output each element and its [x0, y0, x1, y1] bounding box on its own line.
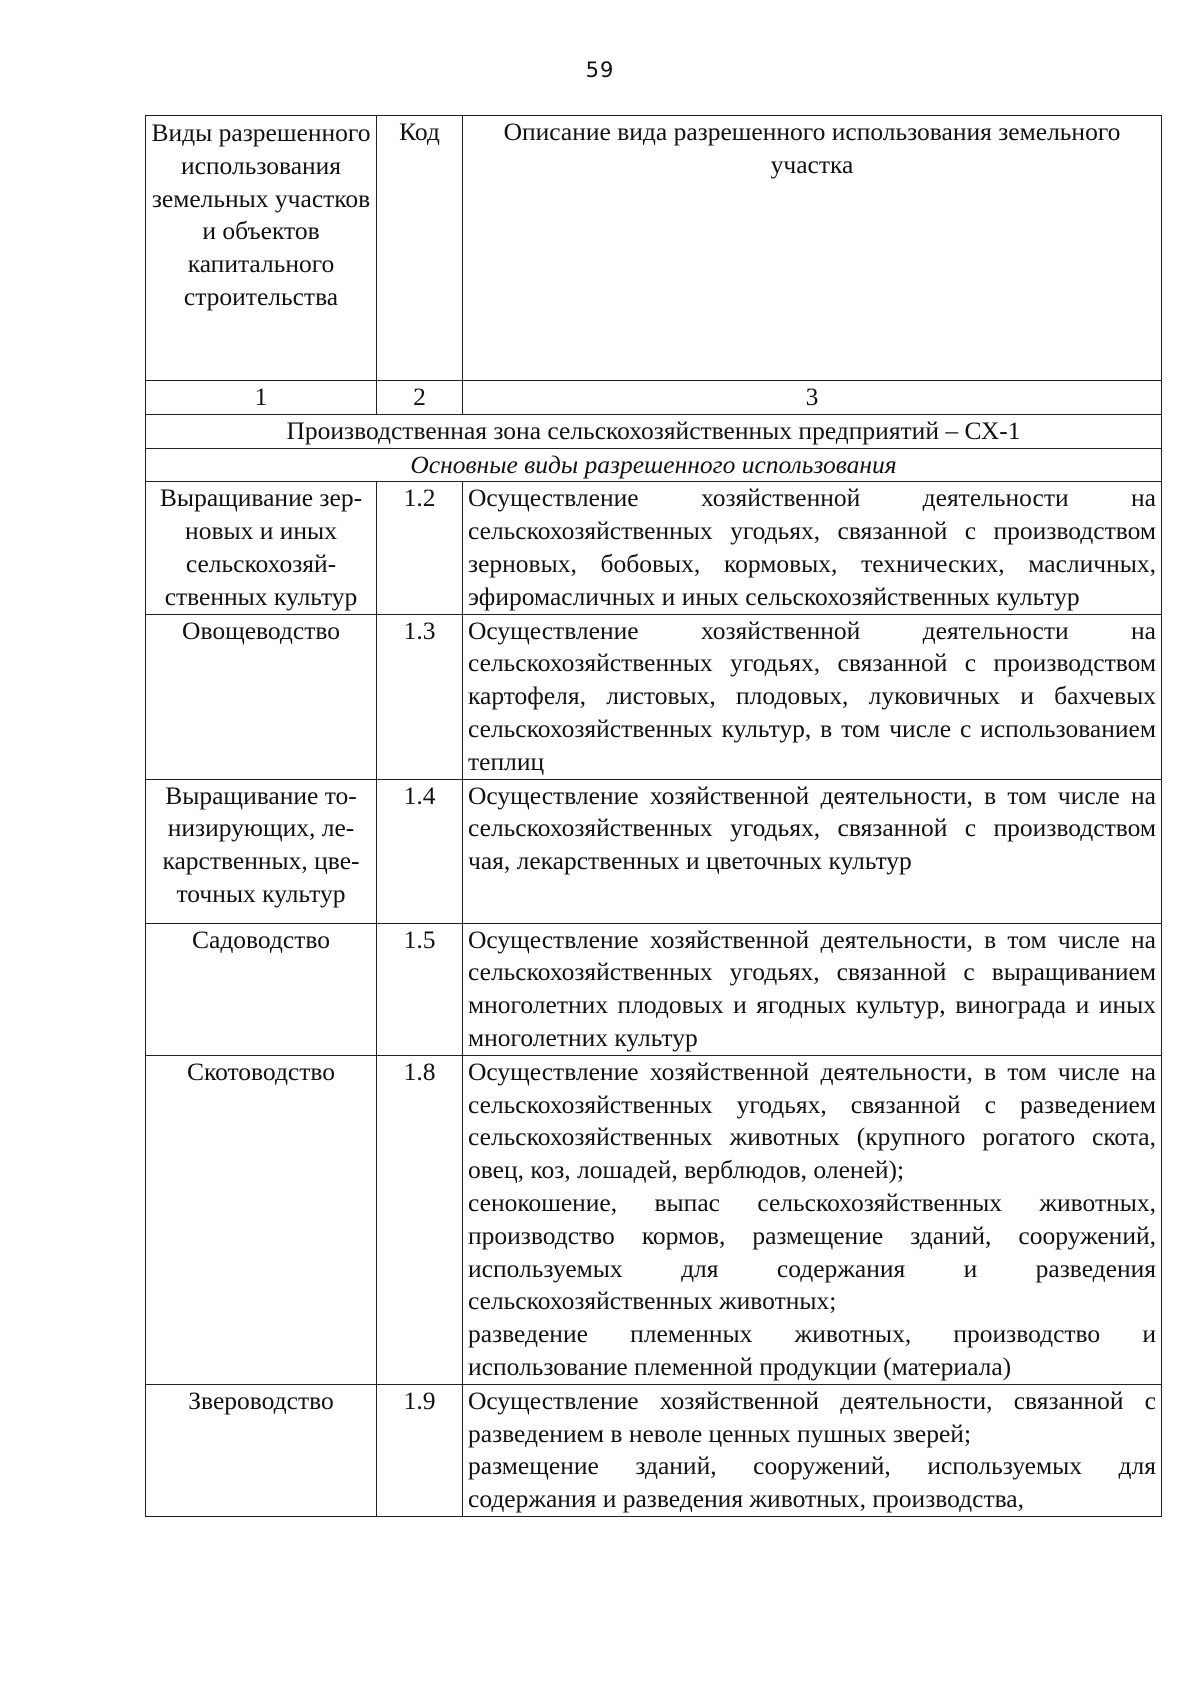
- description-paragraph: Осуществление хозяйственной деятельности, в том числе на сельскохозяйственных угодьях, связанной с выращиванием многолетних плодовых и ягодных культур, винограда и иных многолетних культур: [468, 924, 1156, 1052]
- use-kind-description: [463, 482, 1162, 614]
- zone-title-row: [146, 414, 1162, 448]
- section-title-row: [146, 448, 1162, 482]
- use-kind-description: [463, 779, 1162, 923]
- section-title: Основные виды разрешенного использования: [146, 448, 1162, 482]
- use-kind-description: [463, 614, 1162, 779]
- description-paragraph: Осуществление хозяйственной деятельности, в том числе на сельскохозяйственных угодьях, связанной с производством чая, лекарственных и цветочных культур: [468, 780, 1156, 876]
- use-kind-name: Выращивание зерновых и иных сельскохозяйственных культур: [146, 482, 377, 614]
- description-paragraph: Осуществление хозяйственной деятельности на сельскохозяйственных угодьях, связанной с производством картофеля, листовых, плодовых, луковичных и бахчевых сельскохозяйственных культур, в том числе с использованием теплиц: [468, 615, 1156, 776]
- use-kind-description: [463, 1055, 1162, 1384]
- column-number: 1: [146, 381, 377, 415]
- header-description: Описание вида разрешенного использования земельного участка: [463, 116, 1162, 381]
- page-number: 59: [585, 58, 615, 82]
- description-paragraph: размещение зданий, сооружений, используемых для содержания и разведения животных, производства,: [468, 1451, 1156, 1514]
- column-number: 2: [377, 381, 463, 415]
- use-kind-name: Выращивание тонизирующих, лекарственных, цветочных культур: [146, 779, 377, 923]
- column-number-row: [146, 381, 1162, 415]
- table-row: [146, 779, 1162, 923]
- description-paragraph: Осуществление хозяйственной деятельности на сельскохозяйственных угодьях, связанной с производством зерновых, бобовых, кормовых, технических, масличных, эфиромасличных и иных сельскохозяйственных культур: [468, 483, 1156, 611]
- use-kind-description: [463, 923, 1162, 1055]
- table-row: [146, 1055, 1162, 1384]
- table-row: [146, 1384, 1162, 1516]
- description-paragraph: сенокошение, выпас сельскохозяйственных животных, производство кормов, размещение зданий, сооружений, используемых для содержания и разведения сельскохозяйственных животных;: [468, 1187, 1156, 1316]
- use-kind-code: 1.2: [377, 482, 463, 614]
- use-kind-name: Овощеводство: [146, 614, 377, 779]
- description-paragraph: Осуществление хозяйственной деятельности, связанной с разведением в неволе ценных пушных зверей;: [468, 1385, 1156, 1448]
- description-paragraph: разведение племенных животных, производство и использование племенной продукции (материала): [468, 1319, 1156, 1381]
- table-row: [146, 923, 1162, 1055]
- use-kind-code: 1.8: [377, 1055, 463, 1384]
- table-row: [146, 614, 1162, 779]
- header-code: Код: [377, 116, 463, 381]
- use-kind-code: 1.5: [377, 923, 463, 1055]
- land-use-table: [145, 115, 1162, 1517]
- use-kind-name: Звероводство: [146, 1384, 377, 1516]
- header-kind: Виды разрешенного использования земельных участков и объектов капитального строительства: [146, 116, 377, 381]
- use-kind-name: Скотоводство: [146, 1055, 377, 1384]
- use-kind-description: [463, 1384, 1162, 1516]
- description-paragraph: Осуществление хозяйственной деятельности, в том числе на сельскохозяйственных угодьях, связанной с разведением сельскохозяйственных животных (крупного рогатого скота, овец, коз, лошадей, верблюдов, оленей);: [468, 1056, 1156, 1185]
- table-header-row: [146, 116, 1162, 381]
- zone-title: Производственная зона сельскохозяйственных предприятий – СХ-1: [146, 414, 1162, 448]
- use-kind-code: 1.9: [377, 1384, 463, 1516]
- use-kind-code: 1.4: [377, 779, 463, 923]
- column-number: 3: [463, 381, 1162, 415]
- use-kind-code: 1.3: [377, 614, 463, 779]
- table-row: [146, 482, 1162, 614]
- use-kind-name: Садоводство: [146, 923, 377, 1055]
